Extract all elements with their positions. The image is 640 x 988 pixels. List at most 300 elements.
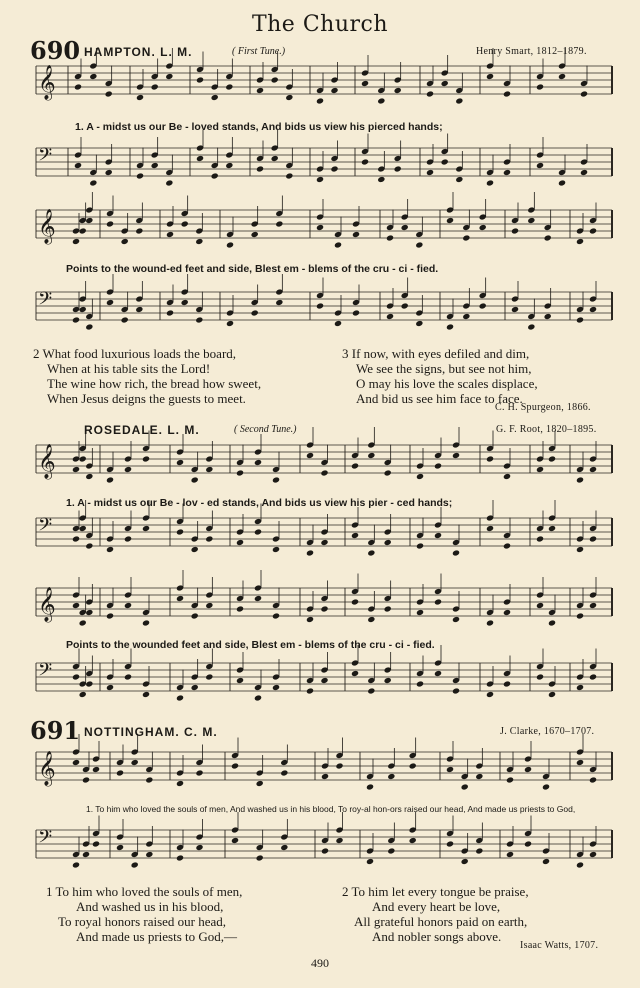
verse-line: 2 What food luxurious loads the board, (33, 346, 237, 361)
note-head (434, 670, 442, 677)
nottingham-lyric-line-1: 1. To him who loved the souls of men, And washed us in his blood, To roy-al hon-ors raised our head, And made us priests to God, (86, 804, 576, 814)
treble-clef-icon: 𝄞 (38, 444, 56, 479)
note-head (387, 847, 395, 854)
note-head (352, 231, 360, 238)
note-head (85, 323, 93, 330)
note-head (226, 320, 234, 327)
note-head (254, 694, 262, 701)
note-head (321, 847, 329, 854)
note-head (461, 783, 469, 790)
note-head (366, 783, 374, 790)
verse-line: When at his table sits the Lord! (47, 361, 211, 376)
note-head (384, 605, 392, 612)
note-head (351, 532, 359, 539)
note-head (256, 854, 264, 861)
note-head (121, 316, 129, 323)
note-head (316, 224, 324, 231)
note-head (181, 220, 189, 227)
note-head (251, 231, 259, 238)
note-head (306, 549, 314, 556)
note-head (271, 155, 279, 162)
verse-line: 3 If now, with eyes defiled and dim, (342, 346, 530, 361)
note-head (105, 90, 113, 97)
note-head (176, 780, 184, 787)
note-head (106, 546, 114, 553)
note-head (320, 605, 328, 612)
note-head (272, 684, 280, 691)
note-head (361, 80, 369, 87)
note-head (576, 476, 584, 483)
note-head (181, 299, 189, 306)
note-head (377, 97, 385, 104)
note-head (106, 299, 114, 306)
author-690: C. H. Spurgeon, 1866. (495, 402, 591, 413)
verse-line: And washed us in his blood, (76, 899, 224, 914)
note-head (82, 851, 90, 858)
note-head (475, 773, 483, 780)
note-head (254, 459, 262, 466)
note-head (352, 309, 360, 316)
note-head (79, 227, 87, 234)
note-head (306, 452, 314, 459)
note-head (524, 840, 532, 847)
note-head (580, 90, 588, 97)
note-head (74, 83, 82, 90)
note-head (416, 609, 424, 616)
note-head (446, 840, 454, 847)
note-head (85, 217, 93, 224)
note-head (191, 684, 199, 691)
composer-rosedale: G. F. Root, 1820–1895. (496, 424, 597, 435)
verse-line: 2 To him let every tongue be praise, (342, 884, 529, 899)
note-head (280, 769, 288, 776)
note-head (589, 602, 597, 609)
note-head (72, 466, 80, 473)
note-head (236, 677, 244, 684)
verse-line: When Jesus deigns the guests to meet. (47, 391, 246, 406)
note-head (124, 535, 132, 542)
note-head (205, 535, 213, 542)
note-head (142, 619, 150, 626)
note-head (511, 306, 519, 313)
note-head (542, 783, 550, 790)
note-head (124, 602, 132, 609)
note-head (166, 231, 174, 238)
verse-1-691 (46, 884, 242, 944)
note-head (211, 172, 219, 179)
running-title: The Church (251, 12, 389, 37)
note-head (384, 677, 392, 684)
note-head (580, 169, 588, 176)
note-head (426, 90, 434, 97)
note-head (386, 313, 394, 320)
note-head (416, 473, 424, 480)
note-head (72, 861, 80, 868)
note-head (503, 609, 511, 616)
note-head (85, 473, 93, 480)
note-head (106, 220, 114, 227)
note-head (72, 759, 80, 766)
note-head (589, 466, 597, 473)
note-head (434, 532, 442, 539)
tune-note-first: ( First Tune.) (232, 46, 286, 57)
note-head (486, 179, 494, 186)
note-head (434, 462, 442, 469)
bass-clef-icon: 𝄢 (38, 660, 53, 685)
note-head (236, 539, 244, 546)
note-head (589, 673, 597, 680)
note-head (131, 759, 139, 766)
note-head (205, 673, 213, 680)
composer-690: Henry Smart, 1812–1879. (476, 46, 587, 57)
note-head (536, 466, 544, 473)
note-head (195, 238, 203, 245)
note-head (503, 542, 511, 549)
note-head (536, 673, 544, 680)
verse-line: And bid us see him face to face. (356, 391, 523, 406)
note-head (285, 172, 293, 179)
hymn-number-690: 690 (30, 36, 81, 65)
verse-line: All grateful honors paid on earth, (354, 914, 528, 929)
note-head (335, 762, 343, 769)
note-head (401, 302, 409, 309)
note-head (475, 847, 483, 854)
note-head (461, 858, 469, 865)
note-head (74, 162, 82, 169)
note-head (92, 840, 100, 847)
note-head (479, 302, 487, 309)
bass-clef-icon: 𝄢 (38, 515, 53, 540)
note-head (462, 313, 470, 320)
rosedale-lyric-line-2: Points to the wounded feet and side, Blest em - blems of the cru - ci - fied. (66, 639, 435, 651)
note-head (306, 616, 314, 623)
note-head (272, 476, 280, 483)
note-head (205, 602, 213, 609)
note-head (416, 542, 424, 549)
note-head (542, 858, 550, 865)
note-head (330, 87, 338, 94)
note-head (151, 162, 159, 169)
note-head (142, 455, 150, 462)
note-head (275, 299, 283, 306)
note-head (136, 172, 144, 179)
note-head (441, 80, 449, 87)
note-head (351, 670, 359, 677)
note-head (576, 238, 584, 245)
note-head (176, 459, 184, 466)
note-head (367, 452, 375, 459)
note-head (536, 602, 544, 609)
note-head (527, 323, 535, 330)
note-head (116, 844, 124, 851)
note-head (79, 691, 87, 698)
note-head (589, 306, 597, 313)
note-head (416, 680, 424, 687)
verse-2-691 (342, 884, 529, 944)
note-head (135, 227, 143, 234)
note-head (589, 535, 597, 542)
note-head (225, 83, 233, 90)
note-head (367, 616, 375, 623)
note-head (558, 73, 566, 80)
note-head (272, 546, 280, 553)
verse-line: And made us priests to God,— (76, 929, 238, 944)
note-head (176, 694, 184, 701)
note-head (116, 769, 124, 776)
note-head (176, 528, 184, 535)
note-head (384, 539, 392, 546)
note-head (576, 316, 584, 323)
note-head (196, 155, 204, 162)
note-head (455, 97, 463, 104)
note-head (82, 776, 90, 783)
note-head (548, 455, 556, 462)
note-head (85, 609, 93, 616)
verse-line: And every heart be love, (372, 899, 501, 914)
note-head (351, 598, 359, 605)
note-head (131, 861, 139, 868)
note-head (271, 76, 279, 83)
note-head (136, 94, 144, 101)
note-head (254, 528, 262, 535)
note-head (486, 455, 494, 462)
note-head (142, 525, 150, 532)
note-head (79, 525, 87, 532)
note-head (452, 452, 460, 459)
note-head (503, 473, 511, 480)
note-head (165, 73, 173, 80)
note-head (506, 776, 514, 783)
note-head (589, 227, 597, 234)
note-head (576, 759, 584, 766)
note-head (211, 94, 219, 101)
note-head (85, 542, 93, 549)
hampton-lyric-line-1: 1. A - midst us our Be - loved stands, And bids us view his pierced hands; (75, 121, 443, 133)
note-head (79, 455, 87, 462)
note-head (135, 306, 143, 313)
note-head (285, 94, 293, 101)
note-head (195, 844, 203, 851)
note-head (366, 858, 374, 865)
note-head (320, 539, 328, 546)
note-head (72, 602, 80, 609)
note-head (196, 76, 204, 83)
note-head (145, 851, 153, 858)
note-head (272, 612, 280, 619)
note-head (441, 158, 449, 165)
note-head (452, 549, 460, 556)
note-head (256, 165, 264, 172)
note-head (151, 83, 159, 90)
note-head (316, 176, 324, 183)
note-head (316, 302, 324, 309)
note-head (124, 673, 132, 680)
note-head (426, 169, 434, 176)
note-head (361, 158, 369, 165)
note-head (106, 684, 114, 691)
note-head (503, 90, 511, 97)
note-head (486, 691, 494, 698)
note-head (446, 323, 454, 330)
note-head (330, 165, 338, 172)
note-head (105, 169, 113, 176)
note-head (434, 598, 442, 605)
verse-line: We see the signs, but see not him, (356, 361, 532, 376)
note-head (415, 320, 423, 327)
note-head (367, 687, 375, 694)
note-head (377, 176, 385, 183)
note-head (191, 612, 199, 619)
hampton-lyric-line-2: Points to the wound-ed feet and side, Blest em - blems of the cru - ci - fied. (66, 263, 439, 275)
note-head (548, 619, 556, 626)
note-head (176, 854, 184, 861)
note-head (334, 320, 342, 327)
note-head (72, 238, 80, 245)
note-head (387, 773, 395, 780)
note-head (527, 217, 535, 224)
note-head (195, 769, 203, 776)
note-head (486, 525, 494, 532)
note-head (536, 535, 544, 542)
note-head (415, 241, 423, 248)
note-head (72, 535, 80, 542)
note-head (589, 776, 597, 783)
treble-clef-icon: 𝄞 (38, 751, 56, 786)
page-number: 490 (311, 956, 329, 970)
tune-name-nottingham: NOTTINGHAM. C. M. (84, 725, 218, 739)
note-head (401, 224, 409, 231)
bass-clef-icon: 𝄢 (38, 827, 53, 852)
verse-3-690 (342, 346, 538, 406)
note-head (231, 837, 239, 844)
note-head (351, 462, 359, 469)
note-head (589, 851, 597, 858)
note-head (72, 316, 80, 323)
note-head (455, 176, 463, 183)
note-head (576, 546, 584, 553)
verse-2-690 (33, 346, 261, 406)
note-head (306, 687, 314, 694)
bass-clef-icon: 𝄢 (38, 289, 53, 314)
treble-clef-icon: 𝄞 (38, 65, 56, 100)
note-head (89, 179, 97, 186)
note-head (176, 595, 184, 602)
note-head (142, 691, 150, 698)
note-head (386, 234, 394, 241)
verse-line: O may his love the scales displace, (356, 376, 538, 391)
note-head (506, 851, 514, 858)
note-head (452, 687, 460, 694)
note-head (79, 619, 87, 626)
verse-line: And nobler songs above. (372, 929, 502, 944)
note-head (121, 238, 129, 245)
verse-line: To royal honors raised our head, (58, 914, 227, 929)
note-head (544, 234, 552, 241)
note-head (321, 773, 329, 780)
note-head (256, 87, 264, 94)
note-head (316, 97, 324, 104)
note-head (225, 162, 233, 169)
note-head (320, 469, 328, 476)
note-head (384, 469, 392, 476)
verse-line: The wine how rich, the bread how sweet, (47, 376, 262, 391)
note-head (576, 612, 584, 619)
note-head (254, 595, 262, 602)
note-head (576, 861, 584, 868)
note-head (462, 234, 470, 241)
note-head (335, 837, 343, 844)
note-head (205, 466, 213, 473)
note-head (85, 680, 93, 687)
bass-clef-icon: 𝄢 (38, 145, 53, 170)
note-head (72, 673, 80, 680)
note-head (191, 546, 199, 553)
note-head (452, 616, 460, 623)
note-head (166, 309, 174, 316)
note-head (191, 476, 199, 483)
note-head (124, 466, 132, 473)
note-head (558, 179, 566, 186)
note-head (236, 605, 244, 612)
hymn-number-691: 691 (30, 716, 81, 745)
note-head (256, 780, 264, 787)
treble-clef-icon: 𝄞 (38, 587, 56, 622)
note-head (106, 612, 114, 619)
note-head (536, 162, 544, 169)
note-head (394, 165, 402, 172)
note-head (548, 525, 556, 532)
composer-691: J. Clarke, 1670–1707. (500, 726, 595, 737)
note-head (511, 227, 519, 234)
note-head (486, 619, 494, 626)
rosedale-lyric-line-1: 1. A - midst us our Be - lov - ed stands, And bids us view his pier - ced hands; (66, 497, 453, 509)
note-head (409, 762, 417, 769)
note-head (195, 316, 203, 323)
tune-name-hampton: HAMPTON. L. M. (84, 45, 193, 59)
author-691: Isaac Watts, 1707. (520, 940, 599, 951)
note-head (503, 169, 511, 176)
note-head (226, 241, 234, 248)
note-head (536, 83, 544, 90)
treble-clef-icon: 𝄞 (38, 209, 56, 244)
note-head (145, 776, 153, 783)
note-head (280, 844, 288, 851)
note-head (479, 224, 487, 231)
note-head (486, 73, 494, 80)
note-head (367, 549, 375, 556)
note-head (231, 762, 239, 769)
note-head (446, 217, 454, 224)
note-head (251, 309, 259, 316)
verse-line: 1 To him who loved the souls of men, (46, 884, 243, 899)
note-head (320, 677, 328, 684)
note-head (236, 469, 244, 476)
note-head (275, 220, 283, 227)
note-head (89, 73, 97, 80)
tune-note-second: ( Second Tune.) (234, 424, 297, 435)
note-head (576, 684, 584, 691)
note-head (446, 766, 454, 773)
tune-name-rosedale: ROSEDALE. L. M. (84, 423, 200, 437)
note-head (79, 306, 87, 313)
note-head (92, 766, 100, 773)
note-head (544, 313, 552, 320)
note-head (409, 837, 417, 844)
note-head (548, 691, 556, 698)
note-head (165, 179, 173, 186)
note-head (334, 241, 342, 248)
note-head (524, 766, 532, 773)
